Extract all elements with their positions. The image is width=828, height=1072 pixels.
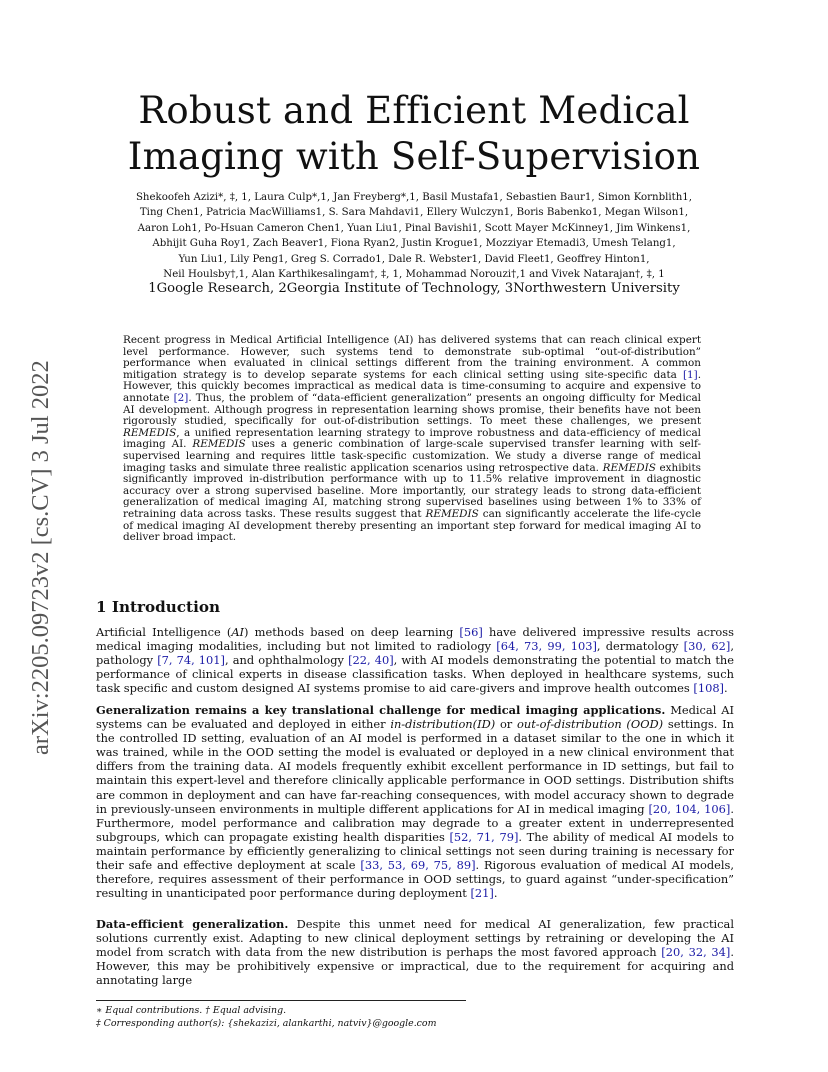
citation-link[interactable]: [20, 32, 34] [661, 945, 731, 960]
body-text: . [493, 886, 498, 901]
abstract-text: , a unified representation learning strategy to improve robustness and data-efficiency of medical imaging AI. [123, 426, 701, 451]
paragraph [96, 917, 734, 987]
paragraph [96, 625, 734, 695]
citation-link[interactable]: [1] [682, 368, 698, 381]
method-name: REMEDIS [602, 461, 656, 474]
author-line: Shekoofeh Azizi*, ‡, 1, Laura Culp*,1, Jan Freyberg*,1, Basil Mustafa1, Sebastien Baur1, Simon Kornblith1, [135, 192, 693, 203]
abstract-text: . However, this quickly becomes impractical as medical data is time-consuming to acquire and expensive to annotate [123, 368, 701, 404]
abstract-text: . Thus, the problem of “data-efficient generalization” presents an ongoing difficulty for Medical AI development. Although progress in representation learning shows promise, their benefits have not been rigorously studied, specifically for out-of-distribution settings. To meet these challenges, we present [123, 391, 701, 428]
body-text: . Furthermore, model performance and calibration may degrade to a greater extent in underrepresented subgroups, which can propagate existing health disparities [96, 801, 734, 844]
title-line-1: Robust and Efficient Medical [138, 89, 690, 132]
footnote-divider [96, 1000, 466, 1001]
paper-title [60, 88, 768, 180]
body-text: , pathology [96, 639, 734, 668]
arxiv-identifier-text: arXiv:2205.09723v2 [cs.CV] 3 Jul 2022 [27, 360, 54, 755]
author-line: Ting Chen1, Patricia MacWilliams1, S. Sara Mahdavi1, Ellery Wulczyn1, Boris Babenko1, Megan Wilson1, [139, 207, 689, 219]
body-text: . [724, 681, 728, 696]
abstract-text: Recent progress in Medical Artificial Intelligence (AI) has delivered systems that can reach clinical expert level performance. However, such systems tend to demonstrate sub-optimal “out-of-distribution” performance when evaluated in clinical settings different from the training environment. A common mitigation strategy is to develop separate systems for each clinical setting using site-specific data [123, 334, 701, 381]
body-text: Despite this unmet need for medical AI generalization, few practical solutions currently exist. Adapting to new clinical deployment settings by retraining or developing the AI model from scratch with data from the new distribution is perhaps the most favored approach [96, 917, 734, 960]
body-text: , with AI models demonstrating the potential to match the performance of clinical experts in disease classification tasks. When deployed in healthcare systems, such task specific and custom designed AI systems promise to aid care-givers and improve health outcomes [96, 653, 735, 696]
body-text: . The ability of medical AI models to maintain performance by efficiently generalizing to clinical settings not seen during training is necessary for their safe and effective deployment at scale [96, 829, 734, 873]
body-text: settings. In the controlled ID setting, evaluation of an AI model is performed in a dataset similar to the one in which it was trained, while in the OOD setting the model is evaluated or deployed in a new clinical environment that differs from the training data. AI models frequently exhibit excellent performance in ID settings, but fail to maintain this expert-level and therefore clinically applicable performance in OOD settings. Distribution shifts are common in deployment and can have far-reaching consequences, with model accuracy shown to degrade in previously-unseen environments in multiple different applications for AI in medical imaging [96, 717, 734, 816]
arxiv-identifier-svg [18, 300, 58, 760]
footnote: ‡ Corresponding author(s): {shekazizi, alankarthi, natviv}@google.com [96, 1018, 437, 1029]
body-text: or [495, 717, 518, 732]
body-text: . However, this may be prohibitively expensive or impractical, due to the requirement for acquiring and annotating large [96, 945, 734, 988]
footnotes [96, 1004, 736, 1030]
citation-link[interactable]: [52, 71, 79] [449, 829, 519, 844]
method-name: REMEDIS [192, 438, 246, 451]
citation-link[interactable]: [20, 104, 106] [648, 801, 731, 816]
body-text: AI [231, 625, 245, 639]
abstract [123, 335, 701, 544]
citation-link[interactable]: [22, 40] [348, 653, 394, 668]
body-text: , and ophthalmology [225, 653, 349, 668]
author-list [80, 190, 748, 282]
citation-link[interactable]: [2] [173, 391, 189, 404]
section-heading: 1 Introduction [96, 598, 221, 616]
author-line: Neil Houlsby†,1, Alan Karthikesalingam†, ‡, 1, Mohammad Norouzi†,1 and Vivek Natarajan†, ‡, 1 [163, 269, 665, 281]
author-line: Abhijit Guha Roy1, Zach Beaver1, Fiona Ryan2, Justin Krogue1, Mozziyar Etemadi3, Umesh Telang1, [152, 238, 676, 250]
paragraph-lead: Data-efficient generalization. [96, 917, 289, 931]
paragraph-lead: Generalization remains a key translational challenge for medical imaging applications. [96, 703, 666, 717]
body-text: in-distribution(ID) [390, 717, 496, 732]
citation-link[interactable]: [30, 62] [683, 639, 731, 654]
citation-link[interactable]: [33, 53, 69, 75, 89] [360, 858, 476, 873]
method-name: REMEDIS [123, 426, 177, 439]
affiliations: 1Google Research, 2Georgia Institute of Technology, 3Northwestern University [148, 281, 680, 296]
footnote: ∗ Equal contributions. † Equal advising. [96, 1005, 287, 1016]
citation-link[interactable]: [7, 74, 101] [157, 653, 225, 668]
abstract-text: can significantly accelerate the life-cycle of medical imaging AI development thereby presenting an important step forward for medical imaging AI to deliver broad impact. [123, 507, 701, 544]
body-text: out-of-distribution (OOD) [517, 717, 664, 732]
body-text: have delivered impressive results across medical imaging modalities, including but not limited to radiology [96, 625, 734, 654]
body-text: Medical AI systems can be evaluated and deployed in either [96, 703, 734, 732]
body-text: . Rigorous evaluation of medical AI models, therefore, requires assessment of their performance in OOD settings, to guard against “under-specification” resulting in unanticipated poor performance during deployment [96, 858, 735, 901]
author-line: Aaron Loh1, Po-Hsuan Cameron Chen1, Yuan Liu1, Pinal Bavishi1, Scott Mayer McKinney1, Jim Winkens1, [137, 222, 691, 234]
citation-link[interactable]: [56] [459, 625, 483, 639]
method-name: REMEDIS [425, 507, 479, 520]
citation-link[interactable]: [21] [470, 886, 494, 901]
abstract-text: exhibits significantly improved in-distribution performance with up to 11.5% relative improvement in diagnostic accuracy over a strong supervised baseline. More importantly, our strategy leads to strong data-efficient generalization of medical imaging AI, matching strong supervised baselines using between 1% to 33% of retraining data across tasks. These results suggest that [123, 461, 701, 520]
abstract-text: uses a generic combination of large-scale supervised transfer learning with self-supervised learning and requires little task-specific customization. We study a diverse range of medical imaging tasks and simulate three realistic application scenarios using retrospective data. [123, 438, 701, 474]
paragraph [96, 703, 734, 900]
body-text: Artificial Intelligence ( [96, 625, 232, 639]
author-line: Yun Liu1, Lily Peng1, Greg S. Corrado1, Dale R. Webster1, David Fleet1, Geoffrey Hinton1, [178, 253, 650, 265]
body-text: ) methods based on deep learning [244, 625, 460, 639]
title-line-2: Imaging with Self-Supervision [127, 135, 701, 178]
arxiv-identifier [18, 300, 58, 760]
body-text: , dermatology [596, 639, 684, 654]
citation-link[interactable]: [64, 73, 99, 103] [496, 639, 597, 654]
citation-link[interactable]: [108] [693, 681, 725, 696]
